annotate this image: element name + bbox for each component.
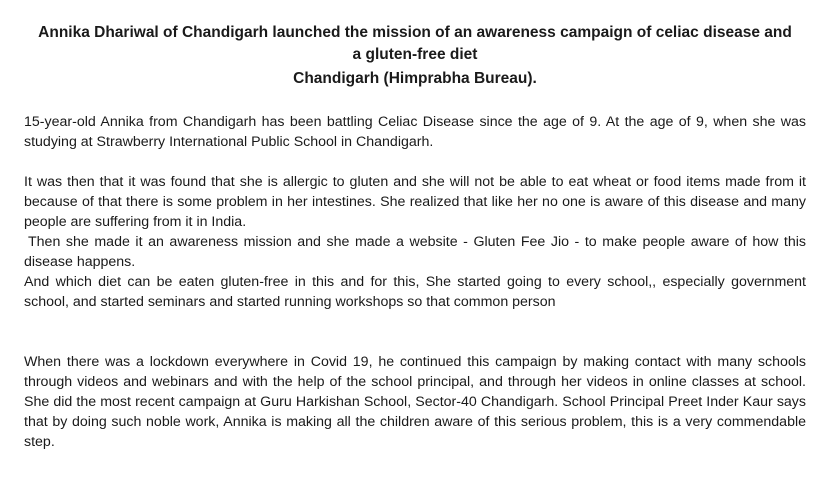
paragraph-4: And which diet can be eaten gluten-free in this and for this, She started going to every school,, especially government school, and started seminars and started running workshops so that common person — [24, 274, 806, 310]
paragraph-3: Then she made it an awareness mission and she made a website - Gluten Fee Jio - to make people aware of how this disease happens. — [24, 234, 806, 270]
article-headline: Annika Dhariwal of Chandigarh launched the mission of an awareness campaign of celiac disease and a gluten-free diet — [38, 24, 792, 63]
paragraph-5: When there was a lockdown everywhere in Covid 19, he continued this campaign by making contact with many schools through videos and webinars and with the help of the school principal, and through her videos in online classes at school. She did the most recent campaign at Guru Harkishan School, Sector-40 Chandigarh. School Principal Preet Inder Kaur says that by doing such noble work, Annika is making all the children aware of this serious problem, this is a very commendable step. — [24, 354, 806, 450]
paragraph-1: 15-year-old Annika from Chandigarh has been battling Celiac Disease since the age of 9. At the age of 9, when she was studying at Strawberry International Public School in Chandigarh. — [24, 114, 806, 150]
article-dateline: Chandigarh (Himprabha Bureau). — [293, 70, 537, 87]
paragraph-2: It was then that it was found that she is allergic to gluten and she will not be able to eat wheat or food items made from it because of that there is some problem in her intestines. She realized that like her no one is aware of this disease and many people are suffering from it in India. — [24, 174, 806, 230]
